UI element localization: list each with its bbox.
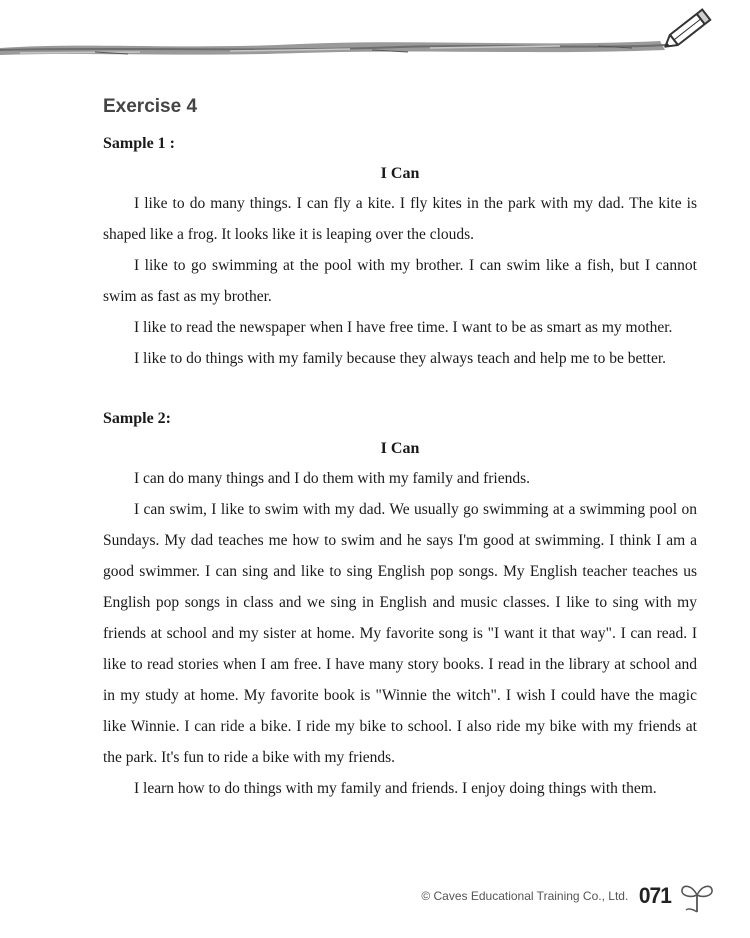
page-footer [421, 876, 714, 916]
copyright-text: © Caves Educational Training Co., Ltd. [421, 889, 629, 903]
paragraph: I can swim, I like to swim with my dad. We usually go swimming at a swimming pool on Sundays. My dad teaches me how to swim and he says I'm good at swimming. I think I am a good swimmer. I can sing and like to sing English pop songs. My English teacher teaches us English pop songs in class and we sing in English and music classes. I like to sing with my friends at school and my sister at home. My favorite song is "I want it that way". I can read. I like to read stories when I am free. I have many story books. I read in the library at school and in my study at home. My favorite book is "Winnie the witch". I wish I could have the magic like Winnie. I can ride a bike. I ride my bike to school. I also ride my bike with my friends at the park. It's fun to ride a bike with my friends. [103, 501, 697, 766]
essay-title: I Can [380, 165, 420, 182]
paragraph: I like to go swimming at the pool with my brother. I can swim like a fish, but I cannot swim as fast as my brother. [103, 257, 697, 305]
paragraph: I can do many things and I do them with my family and friends. [134, 470, 531, 487]
paragraph: I learn how to do things with my family and friends. I enjoy doing things with them. [134, 780, 657, 797]
pencil-icon [660, 2, 720, 54]
exercise-title: Exercise 4 [103, 96, 198, 117]
header-brush-stroke [0, 28, 750, 68]
section-spacer [103, 374, 697, 405]
sample-label: Sample 2: [103, 410, 171, 427]
sample-label: Sample 1 : [103, 135, 175, 152]
essay-title: I Can [380, 440, 420, 457]
paragraph: I like to do things with my family because they always teach and help me to be better. [134, 350, 667, 367]
page-number: 071 [639, 883, 672, 908]
paragraph: I like to read the newspaper when I have free time. I want to be as smart as my mother. [134, 319, 673, 336]
paragraph: I like to do many things. I can fly a kite. I fly kites in the park with my dad. The kite is shaped like a frog. It looks like it is leaping over the clouds. [103, 195, 697, 243]
sample-1 [103, 130, 697, 374]
sample-2 [103, 405, 697, 804]
sprout-icon [680, 879, 714, 913]
document-body [103, 93, 697, 804]
